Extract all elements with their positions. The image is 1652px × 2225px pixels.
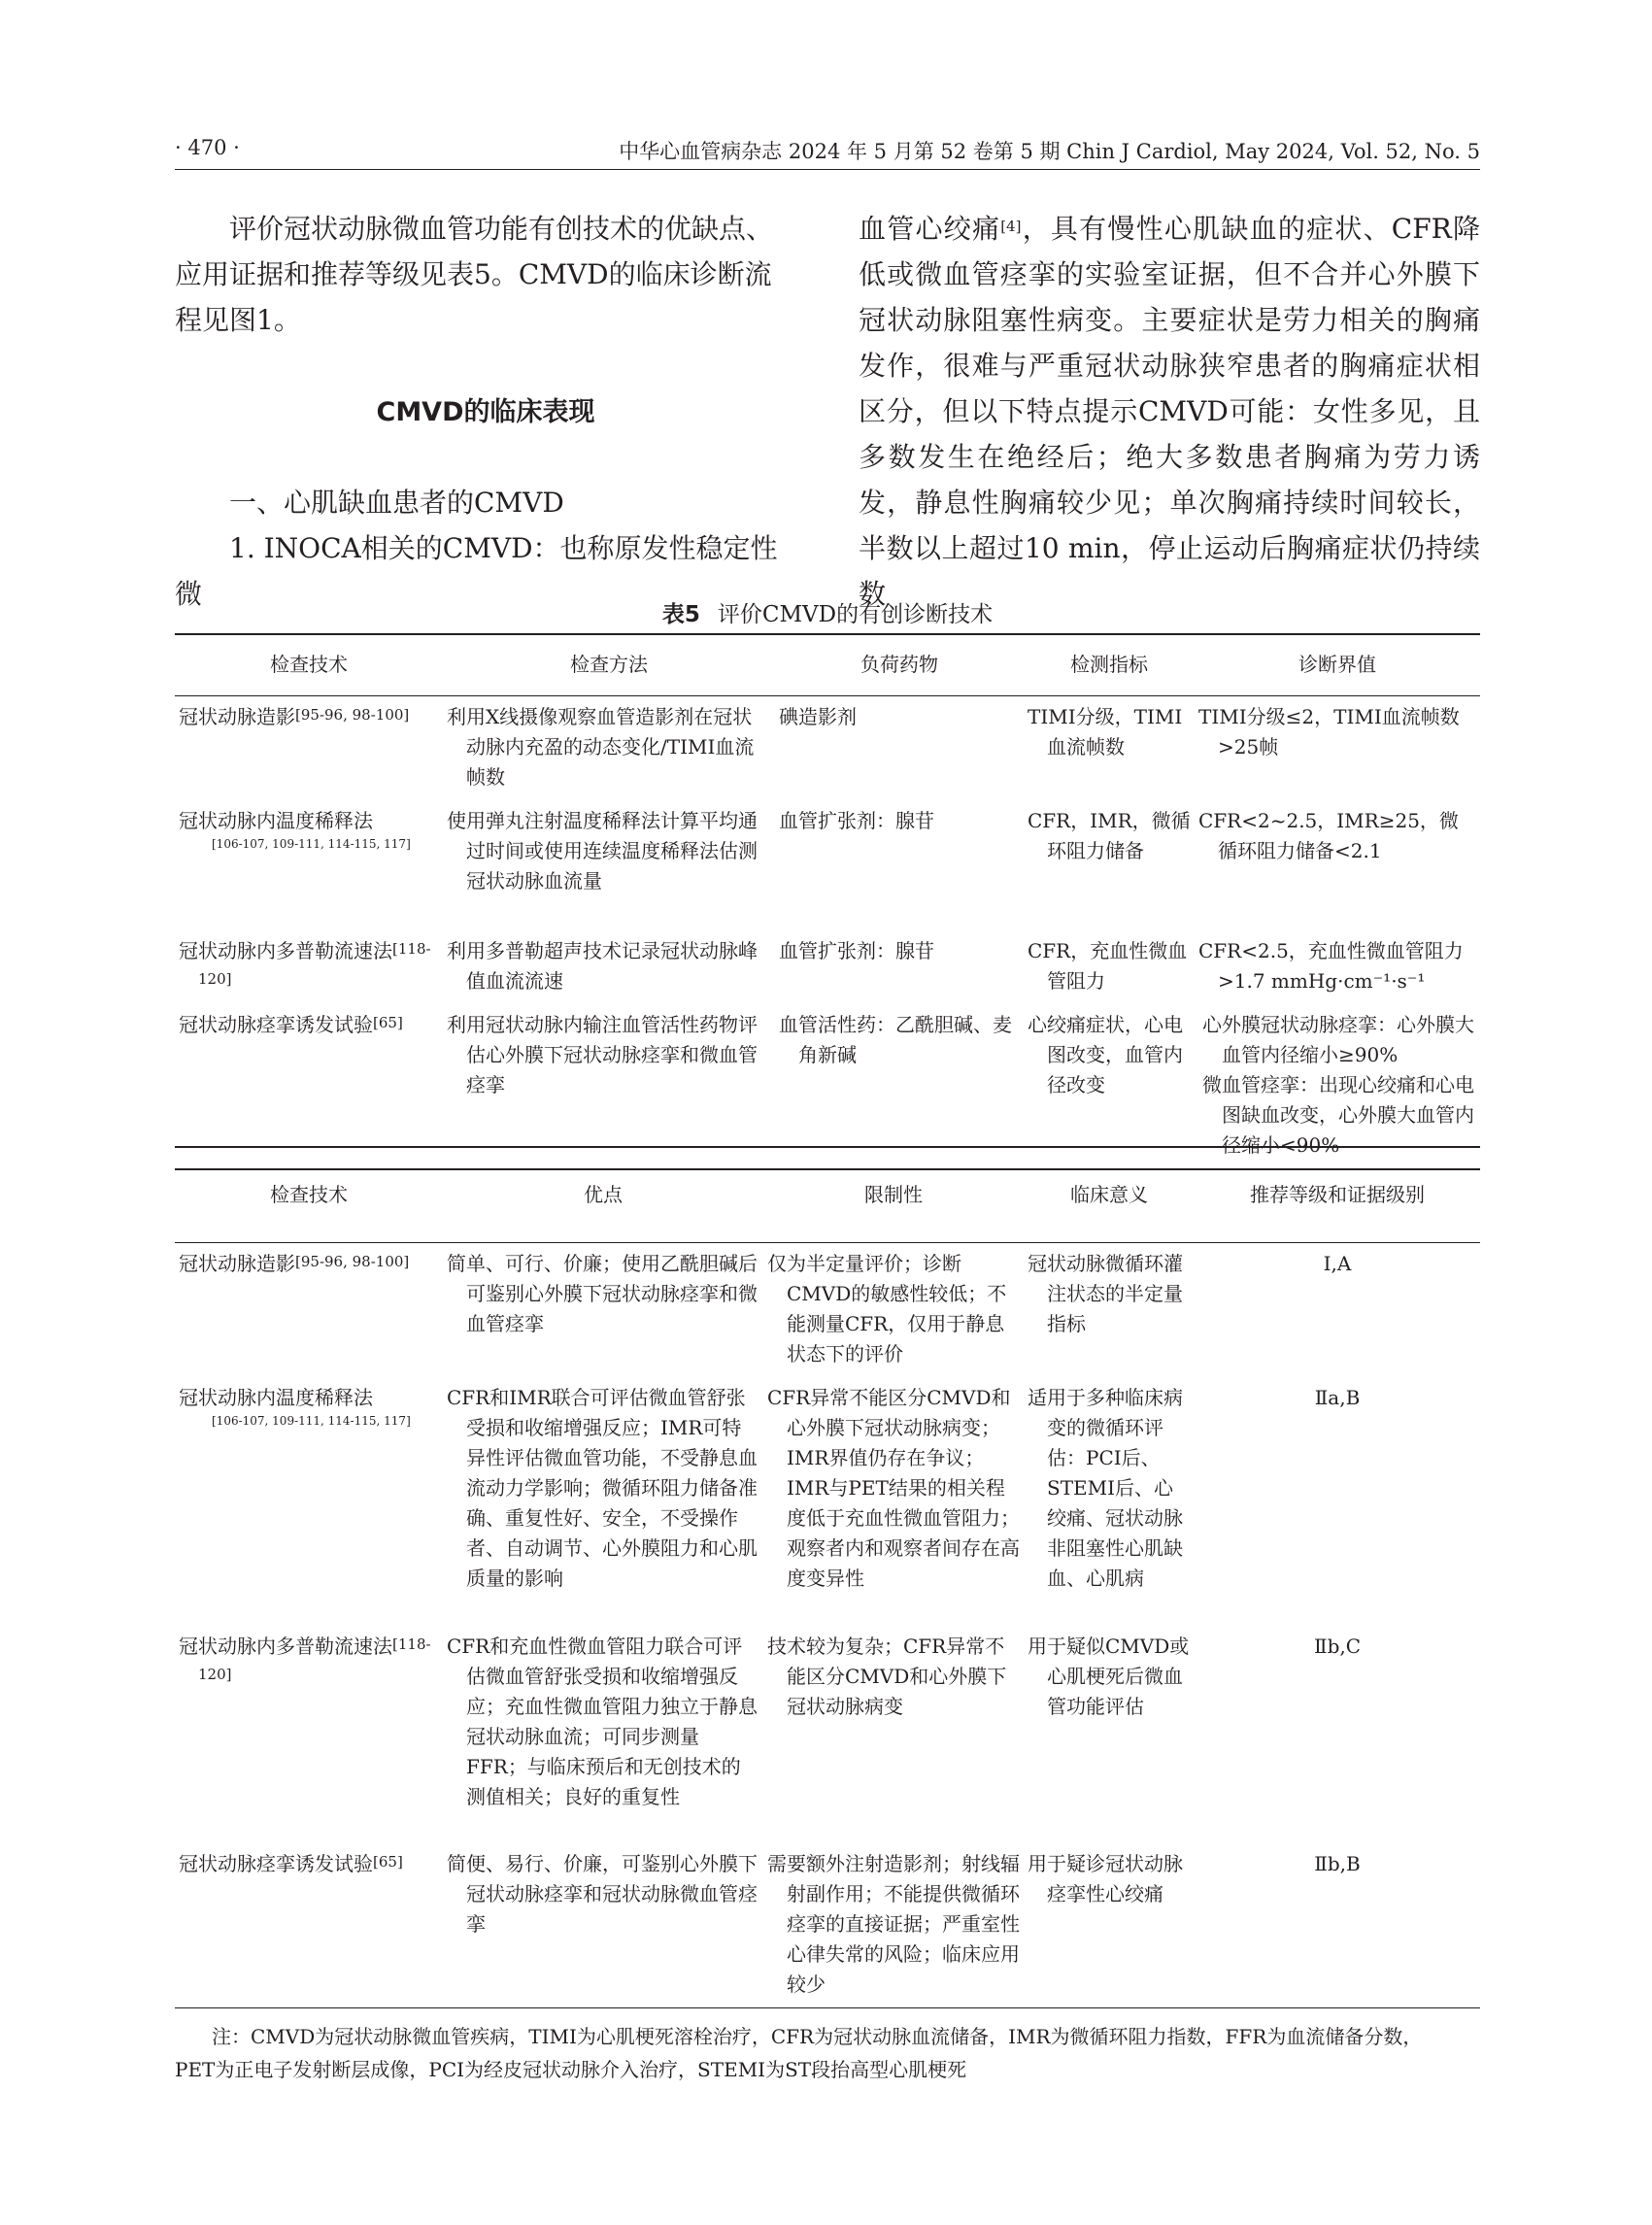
cell-grade: Ⅱb,C (1313, 1634, 1362, 1658)
cell-grade: Ⅰ,A (1323, 1251, 1352, 1275)
cutoff-microvascular: 微血管痉挛：出现心绞痛和心电图缺血改变，心外膜大血管内径缩小<90% (1202, 1072, 1474, 1157)
col-header: 推荐等级和证据级别 (1250, 1182, 1425, 1206)
section-title: CMVD的临床表现 (376, 397, 595, 427)
col-header: 检测指标 (1070, 653, 1148, 677)
table-row (175, 1377, 1480, 1626)
citation-ref: [65] (373, 1013, 403, 1031)
cell-method: 利用冠状动脉内输注血管活性药物评估心外膜下冠状动脉痉挛和微血管痉挛 (447, 1012, 758, 1096)
cell-cutoff: TIMI分级≤2，TIMI血流帧数>25帧 (1198, 704, 1460, 759)
cell-grade: Ⅱb,B (1314, 1851, 1361, 1875)
table-caption (175, 596, 1480, 628)
cell-method: 利用X线摄像观察血管造影剂在冠状动脉内充盈的动态变化/TIMI血流帧数 (447, 704, 755, 789)
table-row (175, 1242, 1480, 1377)
cell-technique: 冠状动脉造影[95-96, 98-100] (179, 1251, 410, 1275)
cell-advantages: 简便、易行、价廉，可鉴别心外膜下冠状动脉痉挛和冠状动脉微血管痉挛 (447, 1851, 758, 1936)
table-part-1 (175, 633, 1480, 1170)
table-row (175, 1843, 1480, 2008)
right-text-part2: ，具有慢性心肌缺血的症状、CFR降低或微血管痉挛的实验室证据，但不合并心外膜下冠状动脉阻塞性病变。主要症状是劳力相关的胸痛发作，很难与严重冠状动脉狭窄患者的胸痛症状相区分，但以下特点提示CMVD可能：女性多见，且多数发生在绝经后；绝大多数患者胸痛为劳力诱发，静息性胸痛较少见；单次胸痛持续时间较长，半数以上超过10 min，停止运动后胸痛症状仍持续数 (859, 213, 1480, 610)
col-header: 负荷药物 (860, 653, 938, 677)
table-row (175, 1004, 1480, 1169)
cell-drug: 血管扩张剂：腺苷 (779, 938, 934, 962)
cell-technique: 冠状动脉内多普勒流速法[118-120] (179, 1634, 431, 1683)
cell-method: 利用多普勒超声技术记录冠状动脉峰值血流流速 (447, 938, 758, 993)
cell-cutoff (1195, 1004, 1480, 1169)
page-number: · 470 · (175, 136, 240, 159)
cell-indicator: CFR，IMR，微循环阻力储备 (1028, 808, 1191, 862)
cell-indicator: TIMI分级，TIMI血流帧数 (1028, 704, 1183, 759)
right-column (859, 206, 1480, 617)
cell-indicator: CFR，充血性微血管阻力 (1028, 938, 1188, 993)
cell-cutoff: CFR<2~2.5，IMR≥25，微循环阻力储备<2.1 (1198, 808, 1459, 862)
cell-limitations: CFR异常不能区分CMVD和心外膜下冠状动脉病变；IMR界值仍存在争议；IMR与PET结果的相关程度低于充血性微血管阻力；观察者内和观察者间存在高度变异性 (767, 1385, 1020, 1590)
cell-advantages: 简单、可行、价廉；使用乙酰胆碱后可鉴别心外膜下冠状动脉痉挛和微血管痉挛 (447, 1251, 758, 1335)
intro-paragraph: 评价冠状动脉微血管功能有创技术的优缺点、应用证据和推荐等级见表5。CMVD的临床诊断流程见图1。 (175, 213, 774, 336)
cell-significance: 用于疑似CMVD或心肌梗死后微血管功能评估 (1028, 1634, 1190, 1718)
col-header: 限制性 (864, 1182, 923, 1206)
table-row (175, 695, 1480, 800)
col-header: 检查方法 (570, 653, 648, 677)
table-row (175, 800, 1480, 930)
note-line-1: 注：CMVD为冠状动脉微血管疾病，TIMI为心肌梗死溶栓治疗，CFR为冠状动脉血流储备，IMR为微循环阻力指数，FFR为血流储备分数， (212, 2025, 1423, 2048)
running-header (175, 136, 1480, 170)
table-header-row (175, 634, 1480, 695)
cell-method: 使用弹丸注射温度稀释法计算平均通过时间或使用连续温度稀释法估测冠状动脉血流量 (447, 808, 758, 893)
cutoff-epicardial: 心外膜冠状动脉痉挛：心外膜大血管内径缩小≥90% (1202, 1012, 1474, 1066)
col-header: 优点 (584, 1182, 623, 1206)
right-text-part1: 血管心绞痛 (859, 213, 1001, 245)
table-row (175, 1626, 1480, 1843)
cell-limitations: 需要额外注射造影剂；射线辐射副作用；不能提供微循环痉挛的直接证据；严重室性心律失常的风险；临床应用较少 (767, 1851, 1020, 1996)
cell-technique: 冠状动脉痉挛诱发试验[65] (179, 1012, 403, 1036)
cell-technique: 冠状动脉内多普勒流速法[118-120] (179, 938, 431, 988)
citation-ref: [65] (373, 1852, 403, 1871)
col-header: 检查技术 (270, 1182, 348, 1206)
table-header-row (175, 1147, 1480, 1242)
cell-drug: 碘造影剂 (779, 704, 857, 728)
journal-citation: 中华心血管病杂志 2024 年 5 月第 52 卷第 5 期 Chin J Cardiol, May 2024, Vol. 52, No. 5 (619, 140, 1480, 163)
table-row (175, 930, 1480, 1004)
note-line-2: PET为正电子发射断层成像，PCI为经皮冠状动脉介入治疗，STEMI为ST段抬高型心肌梗死 (175, 2058, 967, 2081)
cell-advantages: CFR和充血性微血管阻力联合可评估微血管舒张受损和收缩增强反应；充血性微血管阻力独立于静息冠状动脉血流；可同步测量FFR；与临床预后和无创技术的测值相关；良好的重复性 (447, 1634, 758, 1808)
table-part-2 (175, 1146, 1480, 2008)
cell-indicator: 心绞痛症状，心电图改变，血管内径改变 (1028, 1012, 1183, 1096)
cell-significance: 适用于多种临床病变的微循环评估：PCI后、STEMI后、心绞痛、冠状动脉非阻塞性心肌缺血、心肌病 (1028, 1385, 1183, 1590)
right-paragraph (859, 206, 1480, 617)
table-note (175, 2020, 1480, 2086)
cell-advantages: CFR和IMR联合可评估微血管舒张受损和收缩增强反应；IMR可特异性评估微血管功能，不受静息血流动力学影响；微循环阻力储备准确、重复性好、安全，不受操作者、自动调节、心外膜阻力和心肌质量的影响 (447, 1385, 758, 1590)
citation-ref: [106-107, 109-111, 114-115, 117] (212, 1413, 411, 1428)
citation-ref: [106-107, 109-111, 114-115, 117] (212, 836, 411, 851)
left-column (175, 206, 796, 617)
cell-limitations: 仅为半定量评价；诊断CMVD的敏感性较低；不能测量CFR，仅用于静息状态下的评价 (767, 1251, 1007, 1365)
col-header: 临床意义 (1070, 1182, 1148, 1206)
cell-technique: 冠状动脉内温度稀释法 [106-107, 109-111, 114-115, 117] (175, 800, 443, 930)
cell-cutoff: CFR<2.5，充血性微血管阻力>1.7 mmHg·cm⁻¹·s⁻¹ (1198, 938, 1464, 993)
table-title: 评价CMVD的有创诊断技术 (717, 602, 994, 627)
subsection-heading: 一、心肌缺血患者的CMVD (229, 487, 564, 519)
cell-drug: 血管扩张剂：腺苷 (779, 808, 934, 832)
cell-drug: 血管活性药：乙酰胆碱、麦角新碱 (779, 1012, 1012, 1066)
cell-technique: 冠状动脉内温度稀释法 [106-107, 109-111, 114-115, 117] (175, 1377, 443, 1626)
cell-significance: 用于疑诊冠状动脉痉挛性心绞痛 (1028, 1851, 1183, 1905)
cell-significance: 冠状动脉微循环灌注状态的半定量指标 (1028, 1251, 1183, 1335)
item-1: 1. INOCA相关的CMVD：也称原发性稳定性微 (175, 532, 778, 610)
cell-technique: 冠状动脉造影[95-96, 98-100] (179, 704, 410, 728)
cell-limitations: 技术较为复杂；CFR异常不能区分CMVD和心外膜下冠状动脉病变 (767, 1634, 1007, 1718)
citation-ref: [4] (1000, 218, 1022, 235)
col-header: 诊断界值 (1298, 653, 1376, 677)
citation-ref: [118-120] (198, 939, 431, 988)
cell-grade: Ⅱa,B (1314, 1385, 1361, 1409)
citation-ref: [118-120] (198, 1635, 431, 1683)
citation-ref: [95-96, 98-100] (295, 705, 410, 724)
cell-technique: 冠状动脉痉挛诱发试验[65] (179, 1851, 403, 1875)
citation-ref: [95-96, 98-100] (295, 1252, 410, 1270)
col-header: 检查技术 (270, 653, 348, 677)
table-label: 表5 (661, 602, 700, 627)
